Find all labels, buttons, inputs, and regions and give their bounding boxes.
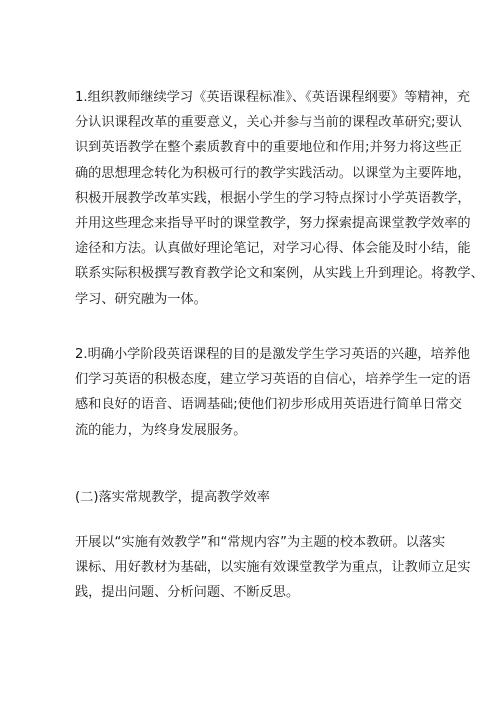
section-heading (75, 485, 445, 510)
text-line: 途径和方法。认真做好理论笔记，对学习心得、体会能及时小结，能 (75, 241, 471, 257)
text-line: 联系实际积极撰写教育教学论文和案例，从实践上升到理论。将教学、 (75, 266, 484, 282)
text-line: 2.明确小学阶段英语课程的目的是激发学生学习英语的兴趣，培养他 (75, 347, 471, 362)
text-line: 流的能力，为终身发展服务。 (75, 422, 247, 438)
text-line: 1.组织教师继续学习《英语课程标准》、《英语课程纲要》等精神，充 (75, 90, 471, 105)
heading-text: (二)落实常规教学，提高教学效率 (75, 490, 270, 505)
text-line: 并用这些理念来指导平时的课堂教学，努力探索提高课堂教学效率的 (75, 215, 471, 231)
text-line: 识到英语教学在整个素质教育中的重要地位和作用;并努力将这些正 (75, 140, 462, 156)
text-line: 积极开展教学改革实践，根据小学生的学习特点探讨小学英语教学， (75, 190, 471, 206)
paragraph-1 (75, 85, 484, 312)
text-line: 开展以“实施有效教学”和“常规内容”为主题的校本教研。以落实 (75, 535, 446, 550)
paragraph-3 (75, 530, 471, 606)
text-line: 课标、用好教材为基础，以实施有效课堂教学为重点，让教师立足实 (75, 560, 471, 576)
paragraph-2 (75, 342, 471, 443)
text-line: 分认识课程改革的重要意义，关心并参与当前的课程改革研究;要认 (75, 115, 462, 131)
text-line: 确的思想理念转化为积极可行的教学实践活动。以课堂为主要阵地， (75, 165, 471, 181)
text-line: 感和良好的语音、语调基础;使他们初步形成用英语进行简单日常交 (75, 397, 462, 413)
text-line: 们学习英语的积极态度，建立学习英语的自信心，培养学生一定的语 (75, 372, 471, 388)
text-line: 学习、研究融为一体。 (75, 291, 207, 307)
text-line: 践，提出问题、分析问题、不断反思。 (75, 585, 300, 601)
